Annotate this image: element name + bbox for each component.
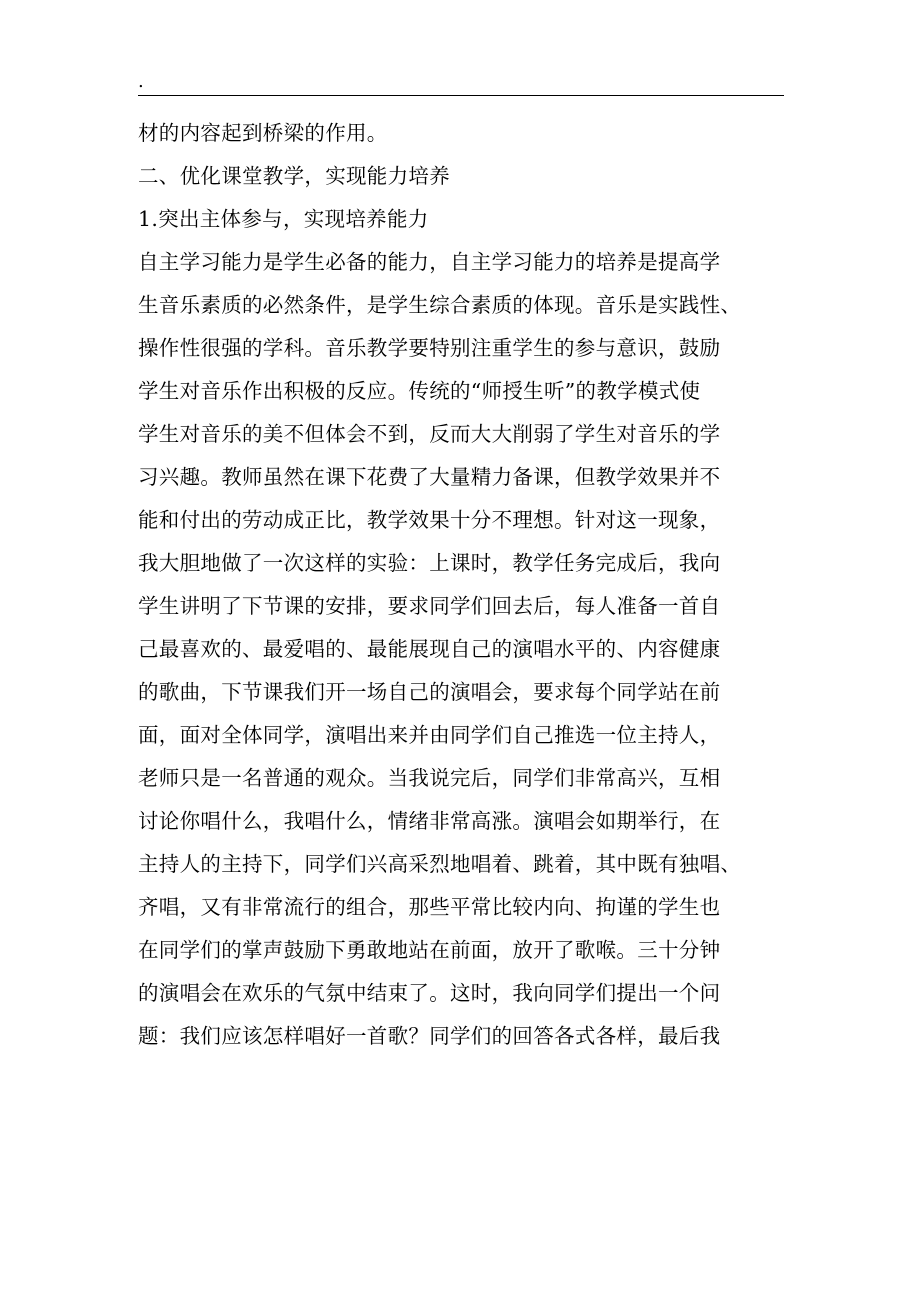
subsection-heading: 1.突出主体参与，实现培养能力 [138,207,429,231]
text-line: 自主学习能力是学生必备的能力，自主学习能力的培养是提高学 [138,250,721,274]
text-line: 齐唱，又有非常流行的组合，那些平常比较内向、拘谨的学生也 [138,895,721,919]
text-line: 面，面对全体同学，演唱出来并由同学们自己推选一位主持人， [138,723,721,747]
text-line: 在同学们的掌声鼓励下勇敢地站在前面，放开了歌喉。三十分钟 [138,938,721,962]
text-line: 的歌曲，下节课我们开一场自己的演唱会，要求每个同学站在前 [138,680,721,704]
text-line: 老师只是一名普通的观众。当我说完后，同学们非常高兴，互相 [138,766,721,790]
text-line: 的演唱会在欢乐的气氛中结束了。这时，我向同学们提出一个问 [138,981,721,1005]
text-line: 己最喜欢的、最爱唱的、最能展现自己的演唱水平的、内容健康 [138,637,721,661]
text-line: 材的内容起到桥梁的作用。 [138,121,388,145]
text-line: 学生对音乐作出积极的反应。传统的“师授生听”的教学模式使 [138,379,701,403]
text-line: 讨论你唱什么，我唱什么，情绪非常高涨。演唱会如期举行，在 [138,809,721,833]
text-line: 能和付出的劳动成正比，教学效果十分不理想。针对这一现象， [138,508,721,532]
text-line: 学生对音乐的美不但体会不到，反而大大削弱了学生对音乐的学 [138,422,721,446]
text-line: 习兴趣。教师虽然在课下花费了大量精力备课，但教学效果并不 [138,465,721,489]
header-rule [138,95,784,96]
text-line: 操作性很强的学科。音乐教学要特别注重学生的参与意识，鼓励 [138,336,721,360]
section-heading: 二、优化课堂教学，实现能力培养 [138,164,450,188]
text-line: 学生讲明了下节课的安排，要求同学们回去后，每人准备一首自 [138,594,721,618]
text-line: 生音乐素质的必然条件，是学生综合素质的体现。音乐是实践性、 [138,293,742,317]
body-text [138,112,778,1058]
header-mark: . [138,71,144,92]
text-line: 主持人的主持下，同学们兴高采烈地唱着、跳着，其中既有独唱、 [138,852,742,876]
text-line: 我大胆地做了一次这样的实验：上课时，教学任务完成后，我向 [138,551,721,575]
text-line: 题：我们应该怎样唱好一首歌？同学们的回答各式各样，最后我 [138,1024,721,1048]
